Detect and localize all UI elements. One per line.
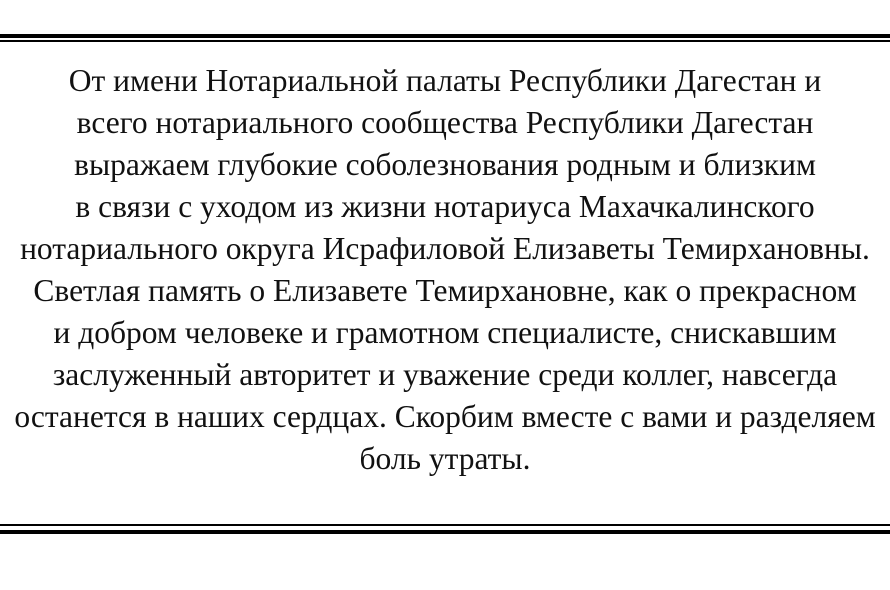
- notice-line-2: всего нотариального сообщества Республики Дагестан: [76, 105, 814, 140]
- notice-line-10: боль утраты.: [359, 441, 531, 476]
- notice-line-1: От имени Нотариальной палаты Республики Дагестан и: [68, 63, 822, 98]
- top-border-inner: [0, 40, 890, 42]
- condolence-notice: [0, 62, 890, 482]
- notice-line-3: выражаем глубокие соболезнования родным и близким: [74, 147, 816, 182]
- top-border-outer: [0, 34, 890, 38]
- bottom-border-inner: [0, 524, 890, 526]
- notice-line-6: Светлая память о Елизавете Темирхановне, как о прекрасном: [33, 273, 857, 308]
- notice-line-8: заслуженный авторитет и уважение среди коллег, навсегда: [52, 357, 838, 392]
- notice-line-7: и добром человеке и грамотном специалисте, снискавшим: [53, 315, 837, 350]
- notice-line-9: останется в наших сердцах. Скорбим вместе с вами и разделяем: [14, 399, 876, 434]
- notice-line-4: в связи с уходом из жизни нотариуса Махачкалинского: [75, 189, 815, 224]
- bottom-border-outer: [0, 530, 890, 534]
- notice-line-5: нотариального округа Исрафиловой Елизаветы Темирхановны.: [20, 231, 870, 266]
